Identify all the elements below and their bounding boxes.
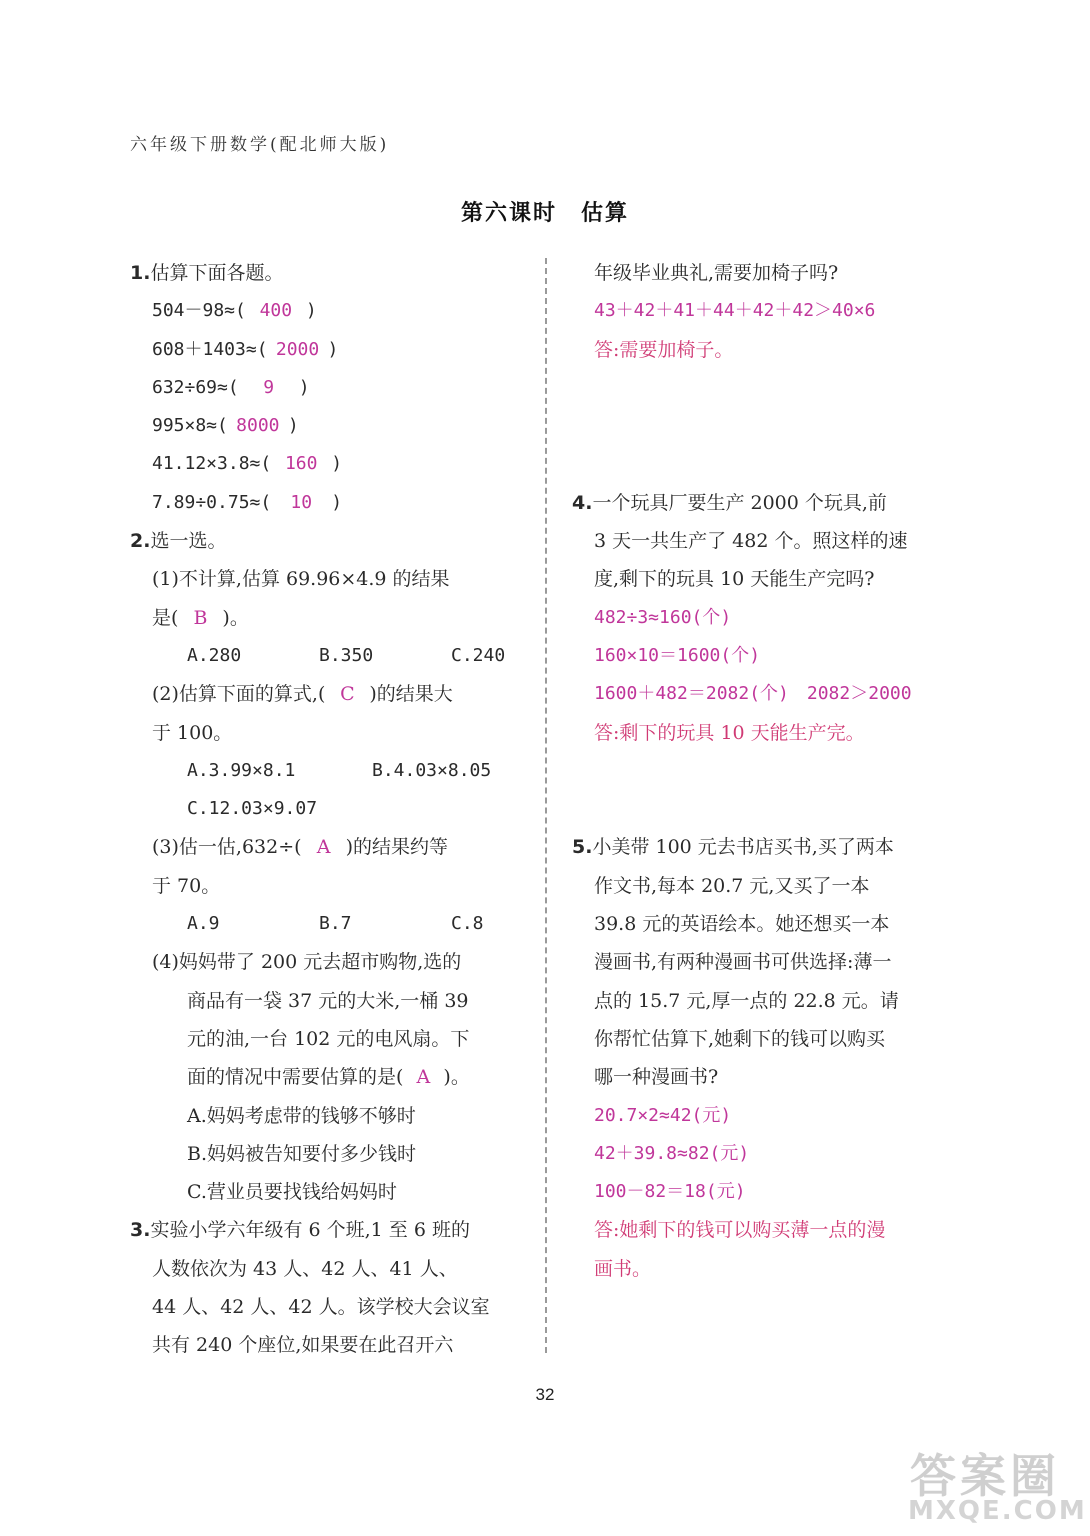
answer-blank[interactable]: 160 [284,453,318,475]
sub-question-text: 商品有一袋 37 元的大米,一桶 39 [187,989,469,1012]
question-text: 44 人、42 人、42 人。该学校大会议室 [152,1296,490,1319]
sub-question-text: (1)不计算,估算 69.96×4.9 的结果 [152,568,450,591]
question-number: 1. [130,262,151,284]
answer-blank[interactable]: 9 [263,376,275,398]
sub-question-text: 是( B )。 [130,599,525,637]
question-number: 2. [130,530,151,553]
estimate-item: 504－98≈( 400 ) [130,292,525,330]
option[interactable]: C.8 [451,913,484,935]
solution-work: 160×10＝1600(个) [594,644,761,666]
question-number: 4. [572,491,593,514]
option[interactable]: A.9 [187,913,220,935]
question-1-prompt: 1.估算下面各题。 [130,262,284,284]
question-number: 5. [572,836,593,859]
question-4-text: 4.一个玩具厂要生产 2000 个玩具,前 [572,491,887,514]
sub-question-text: 于 70。 [152,874,221,897]
watermark-url: MXQE.COM [908,1496,1087,1526]
solution-work: 20.7×2≈42(元) [594,1104,732,1126]
watermark-logo [900,1440,1087,1530]
question-2-prompt: 2.选一选。 [130,530,227,553]
option[interactable]: A.妈妈考虑带的钱够不够时 [187,1104,416,1127]
left-column [130,254,525,1365]
lesson-title: 第六课时 估算 [460,201,629,226]
option-row [130,790,525,828]
option[interactable]: C.12.03×9.07 [187,798,318,820]
question-text: 人数依次为 43 人、42 人、41 人、 [152,1257,458,1280]
question-text: 哪一种漫画书? [594,1066,719,1089]
sub-question-text: 元的油,一台 102 元的电风扇。下 [187,1027,470,1050]
question-text: 漫画书,有两种漫画书可供选择:薄一 [594,951,892,974]
sub-question-text: (2)估算下面的算式,( C )的结果大 [130,675,525,713]
option-row [130,637,525,675]
estimate-item: 995×8≈( 8000 ) [130,407,525,445]
question-text: 39.8 元的英语绘本。她还想买一本 [594,913,890,936]
solution-work: 482÷3≈160(个) [594,606,732,628]
option[interactable]: A.280 [187,644,242,666]
question-text: 年级毕业典礼,需要加椅子吗? [594,262,839,284]
answer-text: 答:她剩下的钱可以购买薄一点的漫 [594,1219,886,1242]
right-column [572,254,967,1288]
question-number: 3. [130,1219,151,1242]
question-text: 你帮忙估算下,她剩下的钱可以购买 [594,1027,886,1050]
question-5-text: 5.小美带 100 元去书店买书,买了两本 [572,836,894,859]
option[interactable]: B.350 [319,644,374,666]
option-row [130,752,525,790]
answer-blank[interactable]: 8000 [236,415,280,437]
question-text: 共有 240 个座位,如果要在此召开六 [152,1334,454,1357]
sub-question-text: (3)估一估,632÷( A )的结果约等 [130,828,525,866]
answer-text: 答:需要加椅子。 [594,338,734,361]
estimate-item: 632÷69≈( 9 ) [130,369,525,407]
option[interactable]: B.妈妈被告知要付多少钱时 [187,1142,417,1165]
answer-text: 画书。 [594,1257,652,1280]
solution-work: 42＋39.8≈82(元) [594,1142,750,1164]
solution-work: 100－82＝18(元) [594,1181,746,1203]
book-header: 六年级下册数学(配北师大版) [130,135,390,155]
column-divider [545,258,547,1353]
answer-blank[interactable]: C [340,683,355,706]
answer-blank[interactable]: 400 [259,300,293,322]
question-3-text: 3.实验小学六年级有 6 个班,1 至 6 班的 [130,1219,470,1242]
option[interactable]: C.240 [451,644,506,666]
option-row [130,905,525,943]
answer-blank[interactable]: B [193,606,208,629]
watermark-text: 答案圈 [910,1449,1060,1503]
question-text: 点的 15.7 元,厚一点的 22.8 元。请 [594,989,899,1012]
answer-text: 答:剩下的玩具 10 天能生产完。 [594,721,865,744]
answer-blank[interactable]: 2000 [275,338,320,360]
sub-question-text: 于 100。 [152,721,233,744]
question-text: 度,剩下的玩具 10 天能生产完吗? [594,568,875,591]
sub-question-text: 面的情况中需要估算的是( A )。 [130,1058,525,1096]
page-number: 32 [535,1385,555,1404]
option[interactable]: C.营业员要找钱给妈妈时 [187,1181,397,1204]
solution-work: 1600＋482＝2082(个) 2082＞2000 [594,683,912,705]
option[interactable]: B.4.03×8.05 [372,759,492,781]
estimate-item: 41.12×3.8≈( 160 ) [130,445,525,483]
answer-blank[interactable]: 10 [290,491,313,513]
sub-question-text: (4)妈妈带了 200 元去超市购物,选的 [152,951,462,974]
question-text: 作文书,每本 20.7 元,又买了一本 [594,874,870,897]
answer-blank[interactable]: A [316,836,331,859]
question-text: 3 天一共生产了 482 个。照这样的速 [594,530,908,553]
option[interactable]: A.3.99×8.1 [187,759,296,781]
solution-work: 43＋42＋41＋44＋42＋42＞40×6 [594,300,876,322]
estimate-item: 608＋1403≈( 2000 ) [130,331,525,369]
estimate-item: 7.89÷0.75≈( 10 ) [130,484,525,522]
option[interactable]: B.7 [319,913,352,935]
answer-blank[interactable]: A [416,1066,431,1089]
